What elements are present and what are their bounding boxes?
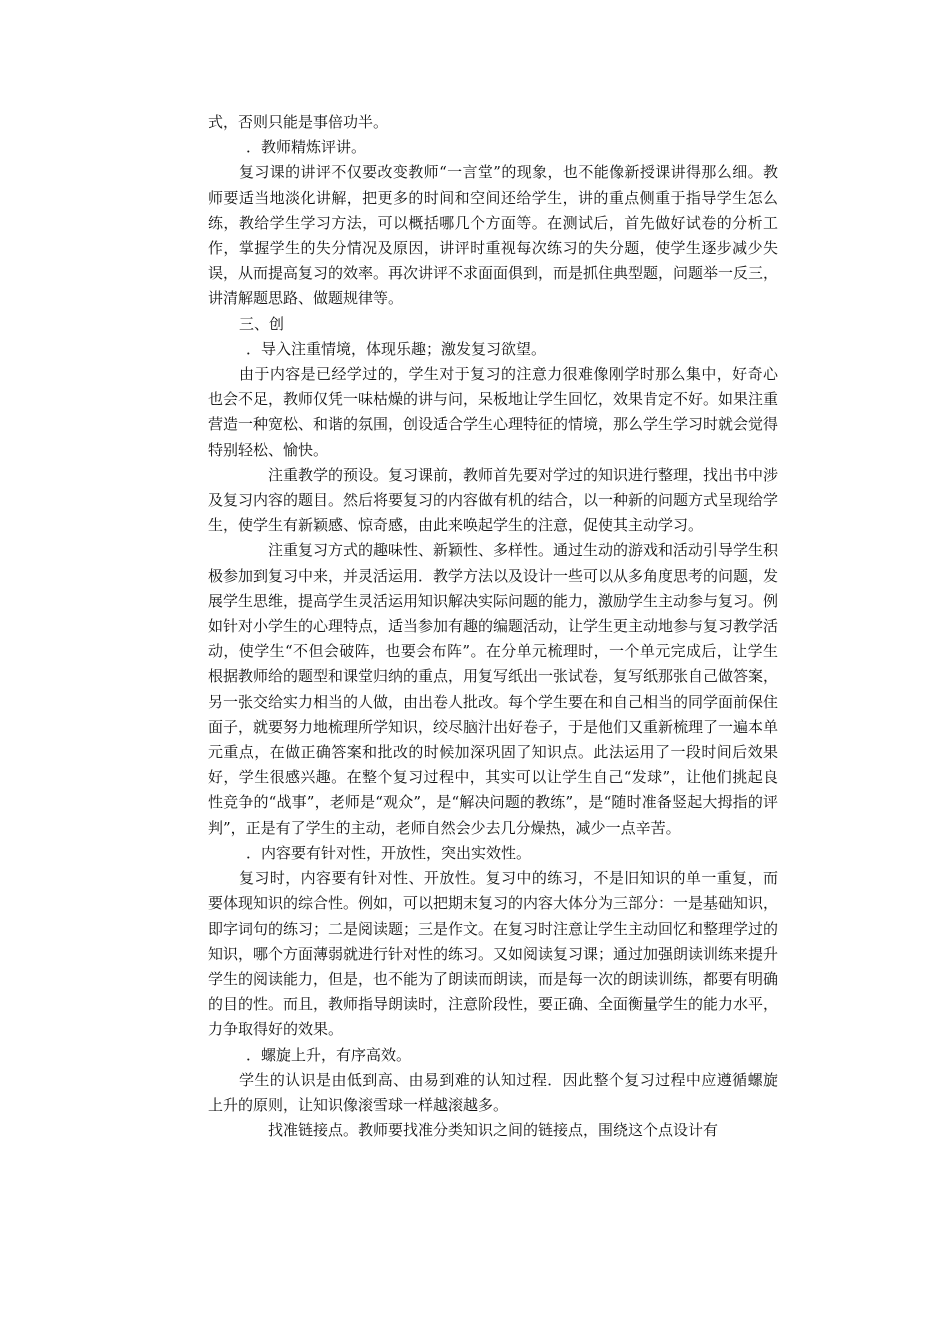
- section-heading-create: 三、创: [239, 314, 285, 333]
- subheading-introduction: ．导入注重情境，体现乐趣；激发复习欲望。: [246, 339, 547, 358]
- paragraph-interest: 由于内容是已经学过的，学生对于复习的注意力很难像刚学时那么集中，好奇心也会不足，教师仅凭一味枯燥的讲与问，呆板地让学生回忆，效果肯定不好。如果注重营造一种宽松、和谐的氛围，创设适合学生心理特征的情境，那么学生学习时就会觉得特别轻松、愉快。: [208, 365, 779, 459]
- paragraph-preset: 注重教学的预设。复习课前，教师首先要对学过的知识进行整理，找出书中涉及复习内容的题目。然后将要复习的内容做有机的结合，以一种新的问题方式呈现给学生，使学生有新颖感、惊奇感，由此来唤起学生的注意，促使其主动学习。: [208, 465, 779, 535]
- paragraph-targeted-review: 复习时，内容要有针对性、开放性。复习中的练习，不是旧知识的单一重复，而要体现知识的综合性。例如，可以把期末复习的内容大体分为三部分：一是基础知识，即字词句的练习；二是阅读题；三是作文。在复习时注意让学生主动回忆和整理学过的知识，哪个方面薄弱就进行针对性的练习。又如阅读复习课；通过加强朗读训练来提升学生的阅读能力，但是，也不能为了朗读而朗读，而是每一次的朗读训练，都要有明确的目的性。而且，教师指导朗读时，注意阶段性，要正确、全面衡量学生的能力水平，力争取得好的效果。: [208, 869, 779, 1039]
- document-body: [208, 110, 778, 1143]
- paragraph-review-method: 复习课的讲评不仅要改变教师“一言堂”的现象，也不能像新授课讲得那么细。教师要适当地淡化讲解，把更多的时间和空间还给学生，讲的重点侧重于指导学生怎么练，教给学生学习方法，可以概括哪几个方面等。在测试后，首先做好试卷的分析工作，掌握学生的失分情况及原因，讲评时重视每次练习的失分题，使学生逐步减少失误，从而提高复习的效率。再次讲评不求面面俱到，而是抓住典型题，问题举一反三，讲清解题思路、做题规律等。: [208, 163, 779, 308]
- paragraph-spiral: 学生的认识是由低到高、由易到难的认知过程．因此整个复习过程中应遵循螺旋上升的原则，让知识像滚雪球一样越滚越多。: [208, 1070, 778, 1114]
- paragraph-diversity: 注重复习方式的趣味性、新颖性、多样性。通过生动的游戏和活动引导学生积极参加到复习中来，并灵活运用．教学方法以及设计一些可以从多角度思考的问题，发展学生思维，提高学生灵活运用知识解决实际问题的能力，激励学生主动参与复习。例如针对小学生的心理特点，适当参加有趣的编题活动，让学生更主动地参与复习教学活动，使学生“不但会破阵，也要会布阵”。在分单元梳理时，一个单元完成后，让学生根据教师给的题型和课堂归纳的重点，用复写纸出一张试卷，复写纸那张自己做答案，另一张交给实力相当的人做，由出卷人批改。每个学生要在和自己相当的同学面前保住面子，就要努力地梳理所学知识，绞尽脑汁出好卷子，于是他们又重新梳理了一遍本单元重点，在做正确答案和批改的时候加深巩固了知识点。此法运用了一段时间后效果好，学生很感兴趣。在整个复习过程中，其实可以让学生自己“发球”，让他们挑起良性竞争的“战事”，老师是“观众”，是“解决问题的教练”，是“随时准备竖起大拇指的评判”，正是有了学生的主动，老师自然会少去几分燥热，减少一点辛苦。: [208, 541, 779, 837]
- paragraph-continuation: 式，否则只能是事倍功半。: [208, 113, 389, 131]
- subheading-teacher-review: ．教师精炼评讲。: [246, 138, 367, 157]
- paragraph-link-point: 找准链接点。教师要找准分类知识之间的链接点，围绕这个点设计有: [268, 1121, 719, 1140]
- subheading-targeted-content: ．内容要有针对性，开放性，突出实效性。: [246, 843, 532, 862]
- subheading-spiral: ．螺旋上升，有序高效。: [246, 1045, 412, 1064]
